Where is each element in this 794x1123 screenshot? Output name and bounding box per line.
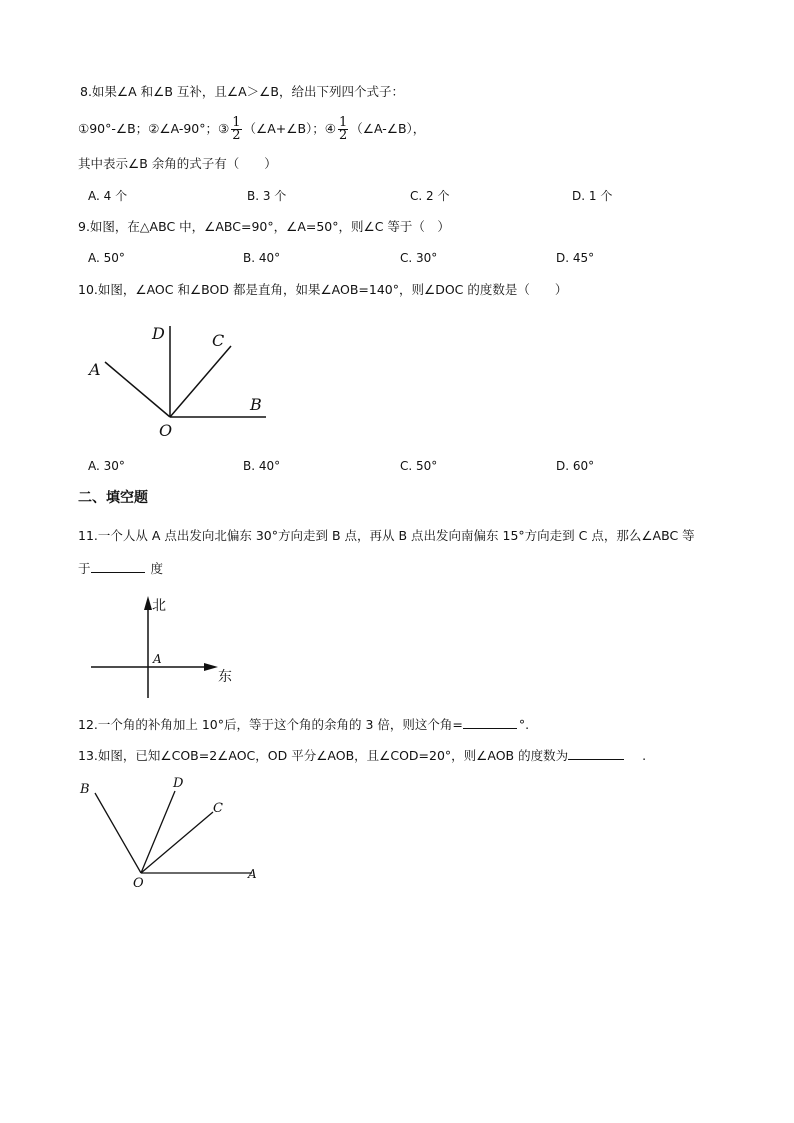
q10-option-c[interactable]: C. 50° bbox=[400, 459, 438, 473]
q8-expr-4: （∠A-∠B）， bbox=[350, 121, 426, 136]
q11-label-north: 北 bbox=[152, 598, 166, 614]
q13-label-o: O bbox=[133, 876, 144, 891]
q13-label-a: A bbox=[248, 867, 257, 881]
q8-option-d[interactable]: D. 1 个 bbox=[572, 189, 613, 203]
q10-label-a: A bbox=[89, 360, 101, 379]
q10-label-o: O bbox=[159, 421, 173, 440]
section-title-fill-in: 二、填空题 bbox=[78, 490, 148, 506]
q8-expr-2: ②∠A-90°； bbox=[148, 121, 219, 136]
q10-option-d[interactable]: D. 60° bbox=[556, 459, 595, 473]
q13-label-c: C bbox=[213, 801, 223, 816]
q8-expr-3: （∠A+∠B）； bbox=[243, 121, 325, 136]
q13-suffix: . bbox=[642, 748, 647, 763]
q11-answer-suffix: 度 bbox=[150, 561, 164, 576]
q8-expr-1: ①90°-∠B； bbox=[78, 121, 149, 136]
q8-question: 其中表示∠B 余角的式子有（ ） bbox=[78, 156, 277, 171]
q8-option-b[interactable]: B. 3 个 bbox=[247, 189, 287, 203]
q10-stem: 10.如图，∠AOC 和∠BOD 都是直角，如果∠AOB=140°，则∠DOC 的度数是（ ） bbox=[78, 282, 568, 297]
q11-answer-prefix: 于 bbox=[78, 561, 91, 576]
q13-label-b: B bbox=[80, 782, 90, 797]
q11-label-a: A bbox=[153, 652, 162, 666]
q13-ray-ob bbox=[95, 793, 141, 873]
q8-expr-4-prefix: ④ bbox=[324, 121, 336, 136]
q9-option-c[interactable]: C. 30° bbox=[400, 251, 438, 265]
q8-option-a[interactable]: A. 4 个 bbox=[88, 189, 128, 203]
q13-ray-oc bbox=[141, 812, 213, 873]
q13-text: 13.如图，已知∠COB=2∠AOC，OD 平分∠AOB，且∠COD=20°，则∠AOB 的度数为 bbox=[78, 748, 569, 763]
q10-label-c: C bbox=[212, 331, 225, 350]
q13-label-d: D bbox=[173, 776, 184, 791]
q12-text: 12.一个角的补角加上 10°后，等于这个角的余角的 3 倍，则这个角= bbox=[78, 717, 463, 732]
q8-fraction-half-2: $\frac{1}{2}$ bbox=[339, 115, 348, 143]
q8-expr-3-prefix: ③ bbox=[218, 121, 230, 136]
q9-option-d[interactable]: D. 45° bbox=[556, 251, 595, 265]
q8-fraction-half: $\frac{1}{2}$ bbox=[232, 115, 241, 143]
q10-option-b[interactable]: B. 40° bbox=[243, 459, 281, 473]
q13-ray-od bbox=[141, 791, 175, 873]
q8-stem: 8.如果∠A 和∠B 互补，且∠A＞∠B，给出下列四个式子： bbox=[80, 84, 404, 99]
q11-label-east: 东 bbox=[218, 669, 232, 685]
q9-stem: 9.如图，在△ABC 中，∠ABC=90°，∠A=50°，则∠C 等于（ ） bbox=[78, 219, 450, 234]
q10-option-a[interactable]: A. 30° bbox=[88, 459, 125, 473]
q12-suffix: °. bbox=[518, 717, 530, 732]
q9-option-a[interactable]: A. 50° bbox=[88, 251, 125, 265]
q9-option-b[interactable]: B. 40° bbox=[243, 251, 281, 265]
q10-label-d: D bbox=[152, 324, 165, 343]
q8-option-c[interactable]: C. 2 个 bbox=[410, 189, 450, 203]
q11-stem: 11.一个人从 A 点出发向北偏东 30°方向走到 B 点，再从 B 点出发向南偏东 15°方向走到 C 点，那么∠ABC 等 bbox=[78, 528, 695, 543]
q10-label-b: B bbox=[250, 395, 262, 414]
